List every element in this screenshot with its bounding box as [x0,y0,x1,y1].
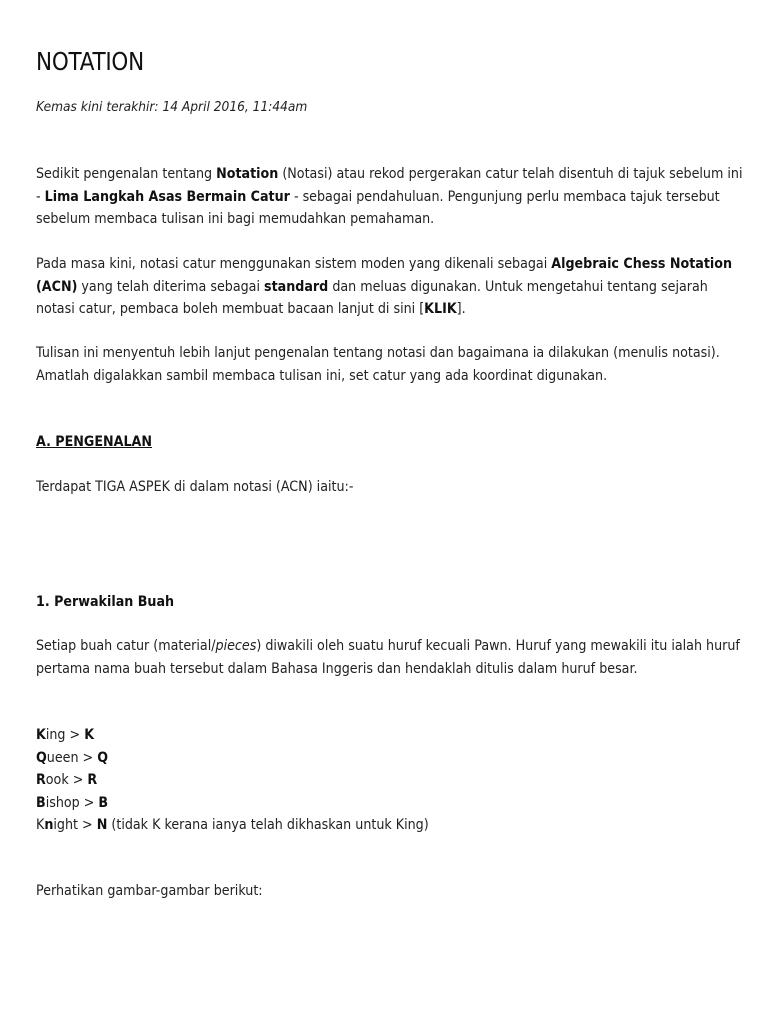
list-item-king: King > K [36,727,95,743]
page-title: NOTATION [36,47,144,76]
intro-paragraph-3: Tulisan ini menyentuh lebih lanjut pengenalan tentang notasi dan bagaimana ia dilakukan (menulis notasi). Amatlah digalakkan sambil membaca tulisan ini, set catur yang ada koordinat digunakan. [36,345,720,384]
list-item-rook: Rook > R [36,772,98,788]
list-item-knight: Knight > N (tidak K kerana ianya telah dikhaskan untuk King) [36,817,429,833]
list-item-queen: Queen > Q [36,749,109,766]
notation-term: Notation [216,166,279,182]
pieces-term: pieces [215,638,257,654]
list-item-bishop: Bishop > B [36,794,109,811]
lima-langkah-reference: Lima Langkah Asas Bermain Catur [44,188,290,205]
section-a-heading: A. PENGENALAN [36,434,153,450]
piece-letter-list [36,724,429,837]
intro-paragraph-2: Pada masa kini, notasi catur menggunakan sistem moden yang dikenali sebagai Algebraic Chess Notation (ACN) yang telah diterima sebagai standard dan meluas digunakan. Untuk mengetahui tentang sejarah notasi catur, pembaca boleh membuat bacaan lanjut di sini [KLIK]. [36,256,733,317]
standard-term: standard [264,278,329,295]
acn-term: Algebraic Chess Notation (ACN) [36,256,733,295]
klik-link[interactable]: KLIK [424,301,457,317]
section-a-text: Terdapat TIGA ASPEK di dalam notasi (ACN) iaitu:- [36,479,354,495]
closing-text: Perhatikan gambar-gambar berikut: [36,883,263,899]
subsection-1-heading: 1. Perwakilan Buah [36,594,175,610]
intro-paragraph-1: Sedikit pengenalan tentang Notation (Notasi) atau rekod pergerakan catur telah disentuh di tajuk sebelum ini - Lima Langkah Asas Bermain Catur - sebagai pendahuluan. Pengunjung perlu membaca tajuk tersebut sebelum membaca tulisan ini bagi memudahkan pemahaman. [36,166,743,227]
last-updated-text: Kemas kini terakhir: 14 April 2016, 11:44am [36,99,308,115]
subsection-1-text: Setiap buah catur (material/pieces) diwakili oleh suatu huruf kecuali Pawn. Huruf yang mewakili itu ialah huruf pertama nama buah tersebut dalam Bahasa Inggeris dan hendaklah ditulis dalam huruf besar. [36,638,740,677]
